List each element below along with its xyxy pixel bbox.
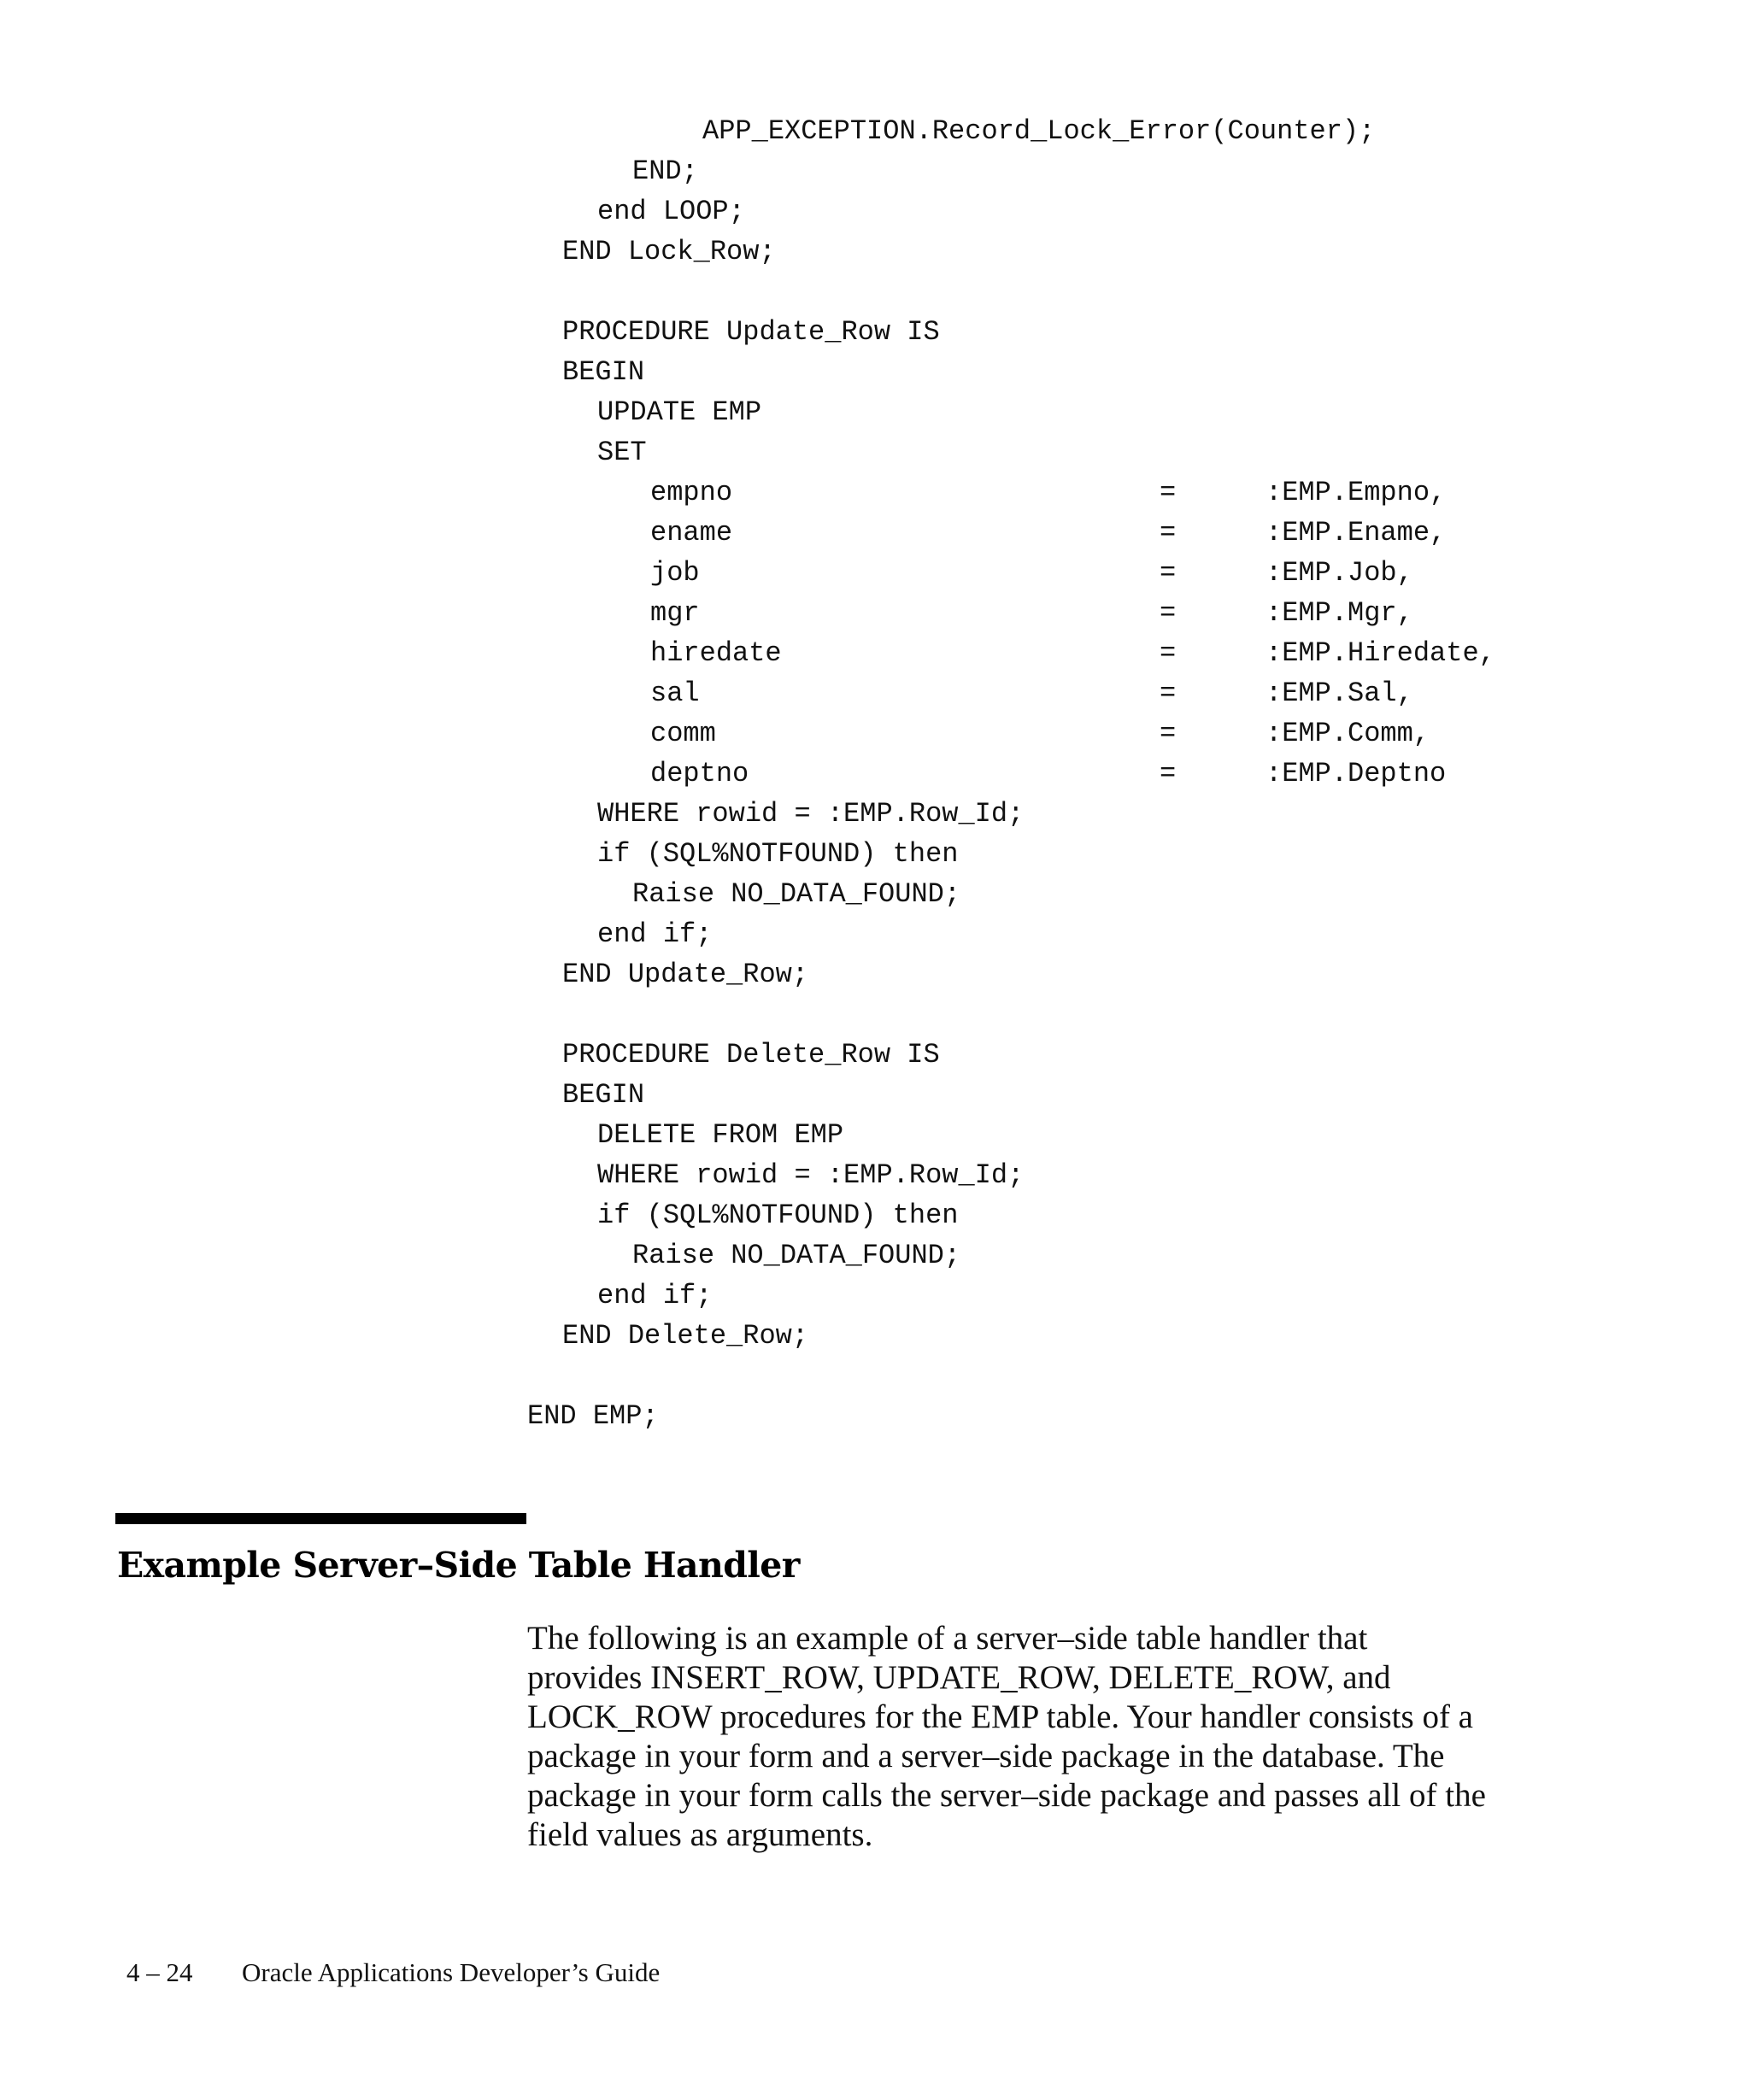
paragraph-line: provides INSERT_ROW, UPDATE_ROW, DELETE_ROW, and (527, 1659, 1391, 1696)
assignment-column: comm (650, 718, 716, 749)
code-line-text: Raise NO_DATA_FOUND; (632, 1240, 961, 1271)
code-line-text: end if; (597, 1280, 713, 1311)
code-line (527, 1235, 1689, 1276)
code-line (527, 1276, 1689, 1316)
code-line (527, 1115, 1689, 1155)
code-line-text: BEGIN (562, 1079, 645, 1111)
code-line-text: if (SQL%NOTFOUND) then (597, 1200, 959, 1231)
assignment-operator: = (1160, 718, 1177, 749)
code-line-text: PROCEDURE Delete_Row IS (562, 1039, 940, 1071)
assignment-value: :EMP.Comm, (1266, 718, 1430, 749)
paragraph-line: The following is an example of a server–side table handler that (527, 1620, 1368, 1657)
assignment-value: :EMP.Deptno (1266, 758, 1447, 789)
assignment-operator: = (1160, 557, 1177, 589)
assignment-line (527, 472, 1689, 513)
assignment-column: hiredate (650, 637, 782, 669)
assignment-column: sal (650, 678, 700, 709)
assignment-value: :EMP.Hiredate, (1266, 637, 1495, 669)
code-line-text: PROCEDURE Update_Row IS (562, 316, 940, 348)
code-line-text: Raise NO_DATA_FOUND; (632, 878, 961, 910)
assignment-operator: = (1160, 477, 1177, 508)
assignment-value: :EMP.Empno, (1266, 477, 1447, 508)
code-line-text: BEGIN (562, 356, 645, 388)
code-listing (527, 111, 1689, 1436)
code-line (527, 232, 1689, 272)
guide-title: Oracle Applications Developer’s Guide (242, 1957, 661, 1987)
paragraph-line: LOCK_ROW procedures for the EMP table. Your handler consists of a (527, 1698, 1473, 1735)
assignment-line (527, 673, 1689, 713)
code-line (527, 432, 1689, 472)
assignment-operator: = (1160, 517, 1177, 548)
code-line-text: DELETE FROM EMP (597, 1119, 844, 1151)
code-line (527, 151, 1689, 191)
page-number: 4 – 24 (126, 1957, 193, 1987)
code-line-text: END Update_Row; (562, 959, 809, 990)
assignment-value: :EMP.Ename, (1266, 517, 1447, 548)
code-line (527, 312, 1689, 352)
assignment-value: :EMP.Mgr, (1266, 597, 1413, 629)
assignment-column: empno (650, 477, 733, 508)
code-line-text: if (SQL%NOTFOUND) then (597, 838, 959, 870)
code-line (527, 874, 1689, 914)
assignment-column: mgr (650, 597, 700, 629)
code-line (527, 1396, 1689, 1436)
code-line (527, 834, 1689, 874)
section-rule (115, 1513, 526, 1524)
code-lines-after-assignments (527, 794, 1689, 1436)
assignment-column: ename (650, 517, 733, 548)
section-heading: Example Server–Side Table Handler (117, 1545, 800, 1586)
code-line (527, 1316, 1689, 1356)
code-line (527, 1075, 1689, 1115)
paragraph-line: package in your form and a server–side package in the database. The (527, 1738, 1445, 1774)
code-line (527, 1155, 1689, 1195)
code-line-text: end LOOP; (597, 196, 745, 227)
code-line (527, 191, 1689, 232)
assignment-value: :EMP.Job, (1266, 557, 1413, 589)
paragraph-line: package in your form calls the server–side package and passes all of the (527, 1777, 1486, 1814)
code-line (527, 111, 1689, 151)
assignment-value: :EMP.Sal, (1266, 678, 1413, 709)
code-line (527, 1035, 1689, 1075)
code-line (527, 954, 1689, 994)
code-line-text: APP_EXCEPTION.Record_Lock_Error(Counter); (702, 115, 1376, 147)
paragraph-line: field values as arguments. (527, 1816, 873, 1853)
assignment-line (527, 593, 1689, 633)
code-line-text: END EMP; (527, 1400, 659, 1432)
code-blank-line (527, 1356, 1689, 1396)
assignment-operator: = (1160, 678, 1177, 709)
code-line-text: END Lock_Row; (562, 236, 776, 267)
code-line (527, 352, 1689, 392)
code-line-text: END; (632, 155, 698, 187)
assignment-column: job (650, 557, 700, 589)
assignment-column: deptno (650, 758, 749, 789)
code-line-text: WHERE rowid = :EMP.Row_Id; (597, 1159, 1025, 1191)
code-line-text: UPDATE EMP (597, 396, 762, 428)
code-line (527, 392, 1689, 432)
assignment-line (527, 754, 1689, 794)
code-line (527, 1195, 1689, 1235)
code-line (527, 794, 1689, 834)
body-paragraph (527, 1619, 1595, 1855)
code-line-text: SET (597, 437, 647, 468)
assignment-operator: = (1160, 597, 1177, 629)
assignment-operator: = (1160, 637, 1177, 669)
set-assignments (527, 472, 1689, 794)
assignment-line (527, 553, 1689, 593)
assignment-line (527, 713, 1689, 754)
assignment-line (527, 633, 1689, 673)
code-lines-before-assignments (527, 111, 1689, 472)
code-blank-line (527, 994, 1689, 1035)
code-blank-line (527, 272, 1689, 312)
code-line-text: WHERE rowid = :EMP.Row_Id; (597, 798, 1025, 830)
code-line (527, 914, 1689, 954)
assignment-line (527, 513, 1689, 553)
code-line-text: END Delete_Row; (562, 1320, 809, 1352)
code-line-text: end if; (597, 918, 713, 950)
assignment-operator: = (1160, 758, 1177, 789)
